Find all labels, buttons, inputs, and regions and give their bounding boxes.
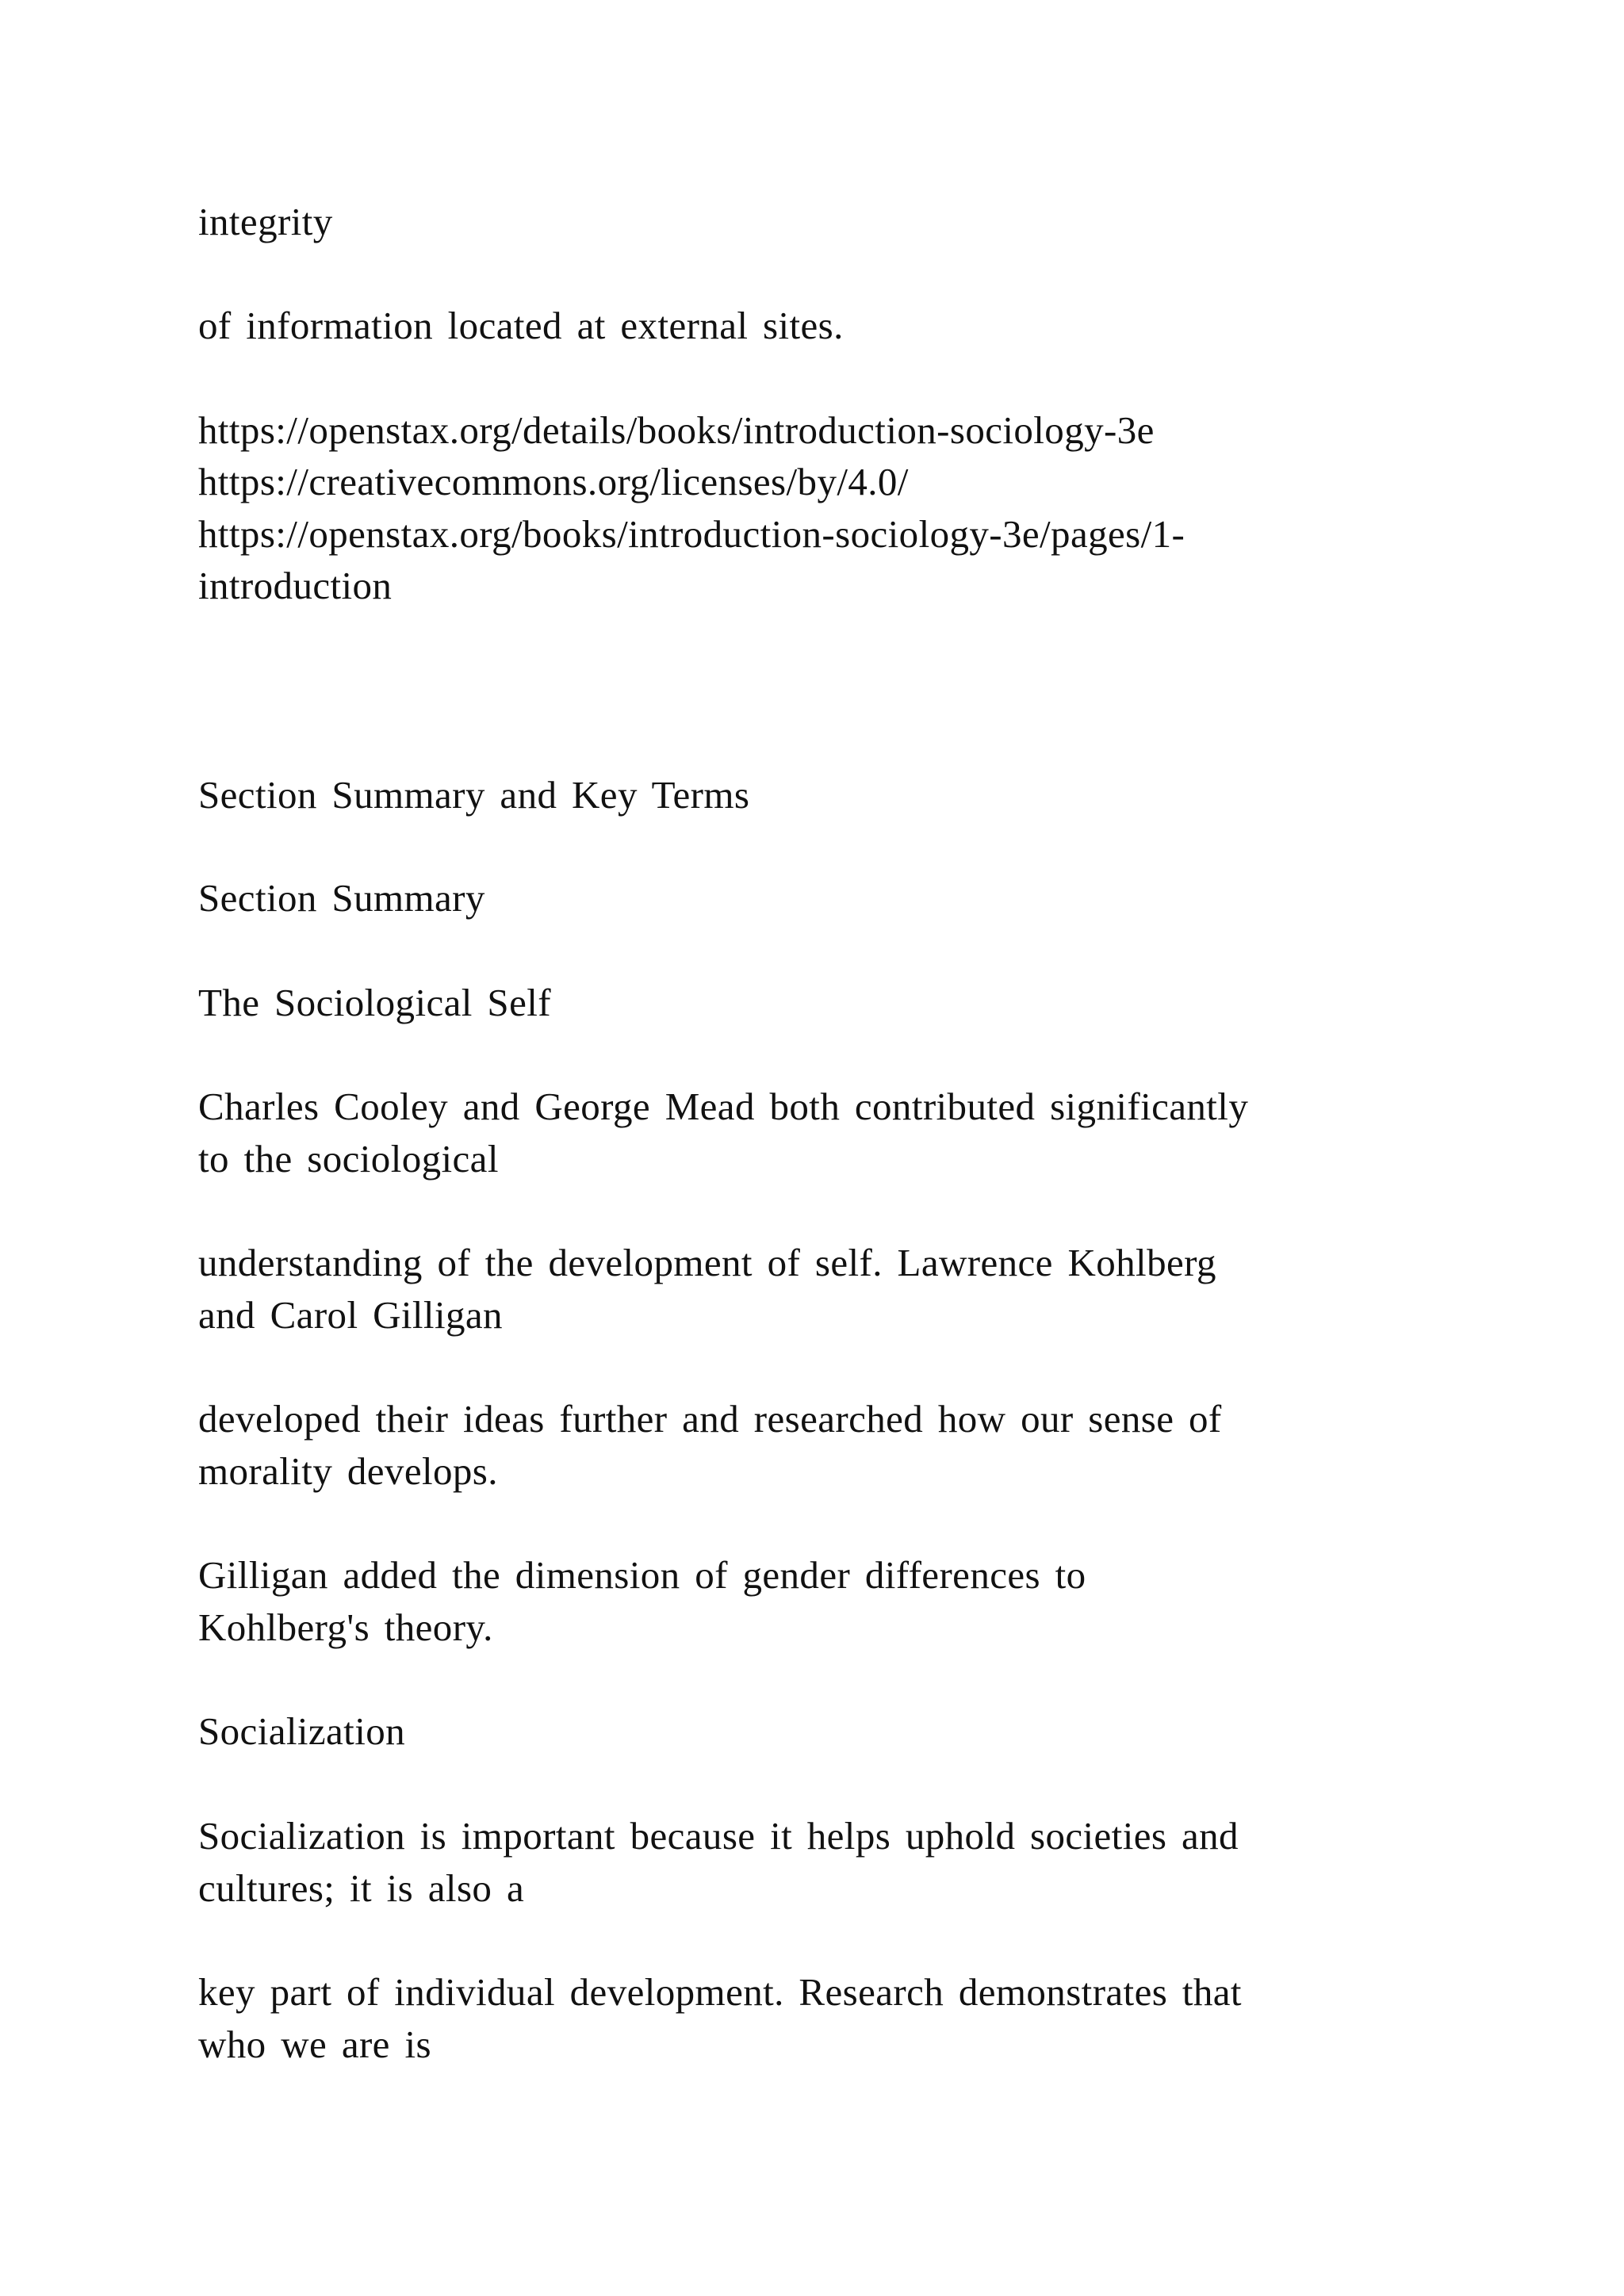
section-heading-summary: Section Summary xyxy=(198,876,485,920)
url-line-openstax-details: https://openstax.org/details/books/introduction-sociology-3e xyxy=(198,408,1155,452)
paragraph-line: who we are is xyxy=(198,2022,431,2066)
text-line-external-sites: of information located at external sites. xyxy=(198,304,844,347)
text-line-integrity: integrity xyxy=(198,200,333,243)
url-line-openstax-pages: https://openstax.org/books/introduction-sociology-3e/pages/1- xyxy=(198,512,1185,556)
subheading-socialization: Socialization xyxy=(198,1709,406,1753)
url-line-introduction: introduction xyxy=(198,564,393,607)
subheading-sociological-self: The Sociological Self xyxy=(198,981,551,1024)
url-line-creativecommons: https://creativecommons.org/licenses/by/4.0/ xyxy=(198,460,909,503)
paragraph-line: developed their ideas further and researched how our sense of xyxy=(198,1397,1222,1441)
paragraph-line: morality develops. xyxy=(198,1449,498,1493)
paragraph-line: understanding of the development of self. Lawrence Kohlberg xyxy=(198,1241,1216,1284)
paragraph-line: Gilligan added the dimension of gender differences to xyxy=(198,1553,1086,1597)
paragraph-line: Socialization is important because it helps uphold societies and xyxy=(198,1814,1239,1858)
paragraph-line: Charles Cooley and George Mead both contributed significantly xyxy=(198,1085,1249,1128)
paragraph-line: cultures; it is also a xyxy=(198,1866,525,1910)
paragraph-line: to the sociological xyxy=(198,1137,499,1181)
paragraph-line: key part of individual development. Research demonstrates that xyxy=(198,1970,1242,2014)
paragraph-line: Kohlberg's theory. xyxy=(198,1605,493,1649)
section-heading-summary-key-terms: Section Summary and Key Terms xyxy=(198,773,750,817)
paragraph-line: and Carol Gilligan xyxy=(198,1293,503,1337)
